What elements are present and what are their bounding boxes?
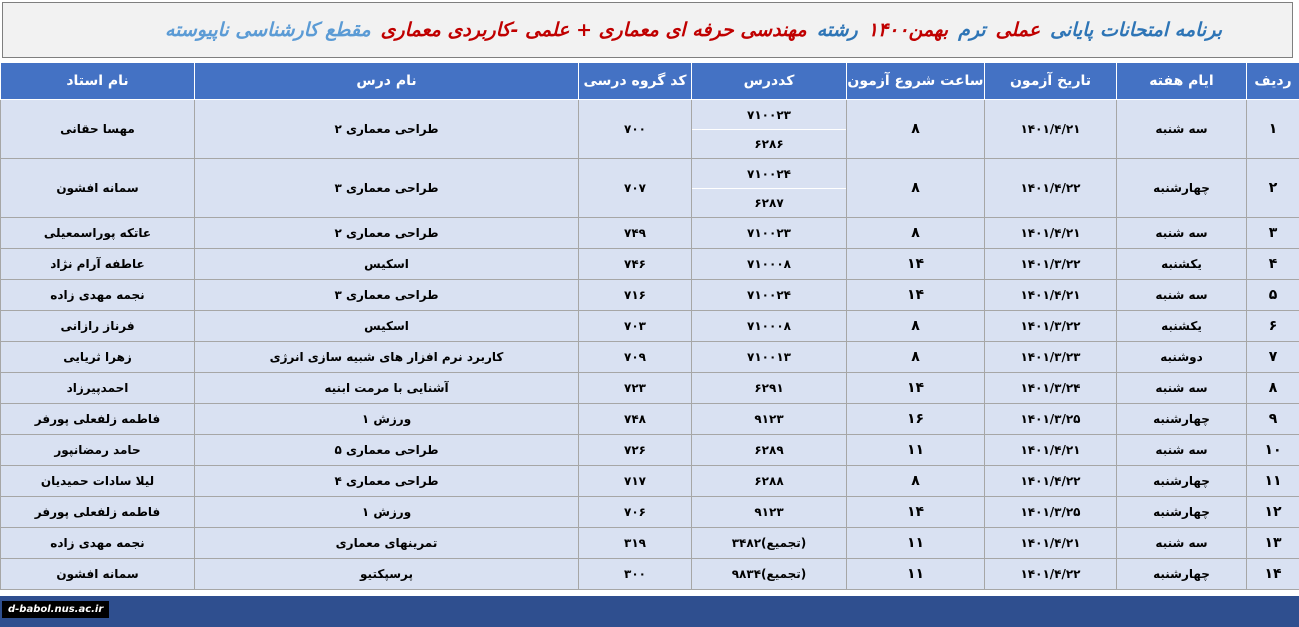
table-row xyxy=(1,435,1299,466)
cell-group-code: ۷۰۷ xyxy=(579,159,692,218)
cell-teacher: فرناز رازانی xyxy=(1,311,195,342)
footer-bar xyxy=(0,596,1299,627)
cell-teacher: سمانه افشون xyxy=(1,559,195,590)
cell-teacher: احمدپیرزاد xyxy=(1,373,195,404)
cell-start-time: ۸ xyxy=(847,218,985,249)
cell-teacher: سمانه افشون xyxy=(1,159,195,218)
cell-exam-date: ۱۴۰۱/۳/۲۳ xyxy=(985,342,1117,373)
cell-start-time: ۸ xyxy=(847,466,985,497)
cell-row-number: ۱۱ xyxy=(1247,466,1299,497)
cell-course-code xyxy=(692,159,847,218)
cell-start-time: ۱۶ xyxy=(847,404,985,435)
cell-group-code: ۷۰۹ xyxy=(579,342,692,373)
cell-group-code: ۷۴۹ xyxy=(579,218,692,249)
cell-teacher: عاتکه پوراسمعیلی xyxy=(1,218,195,249)
cell-group-code: ۷۴۶ xyxy=(579,249,692,280)
cell-exam-date: ۱۴۰۱/۴/۲۲ xyxy=(985,159,1117,218)
cell-row-number: ۱۲ xyxy=(1247,497,1299,528)
cell-row-number: ۶ xyxy=(1247,311,1299,342)
cell-course-code: ۷۱۰۰۲۳ xyxy=(692,218,847,249)
cell-group-code: ۷۴۸ xyxy=(579,404,692,435)
cell-group-code: ۷۰۳ xyxy=(579,311,692,342)
header-start-time: ساعت شروع آزمون xyxy=(847,63,985,100)
cell-weekday: چهارشنبه xyxy=(1117,404,1247,435)
cell-group-code: ۷۱۶ xyxy=(579,280,692,311)
cell-course-name: طراحی معماری ۲ xyxy=(195,100,579,159)
cell-row-number: ۱۳ xyxy=(1247,528,1299,559)
cell-course-name: آشنایی با مرمت ابنیه xyxy=(195,373,579,404)
cell-course-name: اسکیس xyxy=(195,311,579,342)
cell-course-name: ورزش ۱ xyxy=(195,497,579,528)
cell-weekday: چهارشنبه xyxy=(1117,466,1247,497)
table-row xyxy=(1,218,1299,249)
cell-course-code: ۷۱۰۰۲۴ xyxy=(692,280,847,311)
course-code-secondary: ۶۲۸۷ xyxy=(754,195,784,210)
header-course-code: کددرس xyxy=(692,63,847,100)
cell-weekday: یکشنبه xyxy=(1117,249,1247,280)
cell-exam-date: ۱۴۰۱/۳/۲۵ xyxy=(985,404,1117,435)
cell-weekday: سه شنبه xyxy=(1117,218,1247,249)
cell-course-name: طراحی معماری ۳ xyxy=(195,159,579,218)
cell-course-name: طراحی معماری ۴ xyxy=(195,466,579,497)
cell-course-code: ۷۱۰۰۰۸ xyxy=(692,311,847,342)
header-weekday: ایام هفته xyxy=(1117,63,1247,100)
cell-exam-date: ۱۴۰۱/۳/۲۴ xyxy=(985,373,1117,404)
cell-weekday: دوشنبه xyxy=(1117,342,1247,373)
cell-weekday: چهارشنبه xyxy=(1117,559,1247,590)
cell-start-time: ۱۱ xyxy=(847,435,985,466)
table-row xyxy=(1,404,1299,435)
cell-start-time: ۸ xyxy=(847,100,985,159)
cell-exam-date: ۱۴۰۱/۳/۲۲ xyxy=(985,249,1117,280)
table-row xyxy=(1,342,1299,373)
cell-exam-date: ۱۴۰۱/۴/۲۲ xyxy=(985,466,1117,497)
cell-weekday: چهارشنبه xyxy=(1117,159,1247,218)
cell-teacher: فاطمه زلفعلی پورفر xyxy=(1,497,195,528)
cell-start-time: ۸ xyxy=(847,159,985,218)
cell-weekday: سه شنبه xyxy=(1117,280,1247,311)
cell-course-name: کاربرد نرم افزار های شبیه سازی انرژی xyxy=(195,342,579,373)
cell-course-code: ۶۲۸۸ xyxy=(692,466,847,497)
cell-row-number: ۱ xyxy=(1247,100,1299,159)
cell-start-time: ۱۱ xyxy=(847,559,985,590)
cell-course-code: (تجمیع)۹۸۳۴ xyxy=(692,559,847,590)
cell-exam-date: ۱۴۰۱/۳/۲۵ xyxy=(985,497,1117,528)
course-code-primary: ۷۱۰۰۲۴ xyxy=(692,160,846,189)
cell-start-time: ۱۴ xyxy=(847,249,985,280)
cell-course-code: ۷۱۰۰۱۳ xyxy=(692,342,847,373)
header-teacher: نام استاد xyxy=(1,63,195,100)
cell-course-code: (تجمیع)۳۴۸۲ xyxy=(692,528,847,559)
cell-teacher: نجمه مهدی زاده xyxy=(1,528,195,559)
cell-teacher: حامد رمضانپور xyxy=(1,435,195,466)
header-course-name: نام درس xyxy=(195,63,579,100)
cell-exam-date: ۱۴۰۱/۴/۲۱ xyxy=(985,100,1117,159)
cell-group-code: ۷۰۰ xyxy=(579,100,692,159)
table-row xyxy=(1,100,1299,159)
table-row xyxy=(1,311,1299,342)
cell-weekday: چهارشنبه xyxy=(1117,497,1247,528)
page-title xyxy=(2,2,1293,58)
title-part-5: رشته xyxy=(816,19,858,41)
header-group-code: کد گروه درسی xyxy=(579,63,692,100)
cell-row-number: ۱۰ xyxy=(1247,435,1299,466)
site-link[interactable]: d-babol.nus.ac.ir xyxy=(2,601,109,618)
cell-course-code xyxy=(692,100,847,159)
cell-start-time: ۱۱ xyxy=(847,528,985,559)
cell-exam-date: ۱۴۰۱/۴/۲۲ xyxy=(985,559,1117,590)
cell-start-time: ۸ xyxy=(847,311,985,342)
cell-teacher: فاطمه زلفعلی پورفر xyxy=(1,404,195,435)
title-part-1: برنامه امتحانات پایانی xyxy=(1050,19,1222,41)
cell-row-number: ۸ xyxy=(1247,373,1299,404)
cell-start-time: ۸ xyxy=(847,342,985,373)
cell-weekday: یکشنبه xyxy=(1117,311,1247,342)
cell-weekday: سه شنبه xyxy=(1117,528,1247,559)
cell-course-name: ورزش ۱ xyxy=(195,404,579,435)
table-row xyxy=(1,497,1299,528)
cell-teacher: مهسا حقانی xyxy=(1,100,195,159)
table-row xyxy=(1,373,1299,404)
cell-course-code: ۹۱۲۳ xyxy=(692,404,847,435)
cell-row-number: ۱۴ xyxy=(1247,559,1299,590)
title-part-3: ترم xyxy=(958,19,986,41)
cell-row-number: ۷ xyxy=(1247,342,1299,373)
cell-teacher: زهرا ثریایی xyxy=(1,342,195,373)
header-row-number: ردیف xyxy=(1247,63,1299,100)
table-row xyxy=(1,249,1299,280)
cell-start-time: ۱۴ xyxy=(847,373,985,404)
cell-group-code: ۷۲۳ xyxy=(579,373,692,404)
cell-weekday: سه شنبه xyxy=(1117,100,1247,159)
cell-course-name: اسکیس xyxy=(195,249,579,280)
exam-schedule-table xyxy=(0,62,1299,590)
table-row xyxy=(1,466,1299,497)
cell-start-time: ۱۴ xyxy=(847,497,985,528)
cell-exam-date: ۱۴۰۱/۳/۲۲ xyxy=(985,311,1117,342)
cell-group-code: ۷۰۶ xyxy=(579,497,692,528)
cell-teacher: عاطفه آرام نژاد xyxy=(1,249,195,280)
cell-exam-date: ۱۴۰۱/۴/۲۱ xyxy=(985,435,1117,466)
cell-row-number: ۳ xyxy=(1247,218,1299,249)
course-code-primary: ۷۱۰۰۲۳ xyxy=(692,101,846,130)
cell-course-name: طراحی معماری ۲ xyxy=(195,218,579,249)
title-part-6: مهندسی حرفه ای معماری + علمی -کاربردی معماری xyxy=(380,19,807,41)
cell-group-code: ۳۱۹ xyxy=(579,528,692,559)
title-part-7: مقطع کارشناسی ناپیوسته xyxy=(164,19,371,41)
cell-course-name: تمرینهای معماری xyxy=(195,528,579,559)
table-row xyxy=(1,559,1299,590)
table-row xyxy=(1,280,1299,311)
cell-row-number: ۲ xyxy=(1247,159,1299,218)
table-header-row xyxy=(1,63,1299,100)
header-exam-date: تاریخ آزمون xyxy=(985,63,1117,100)
cell-row-number: ۹ xyxy=(1247,404,1299,435)
cell-exam-date: ۱۴۰۱/۴/۲۱ xyxy=(985,218,1117,249)
table-row xyxy=(1,159,1299,218)
cell-start-time: ۱۴ xyxy=(847,280,985,311)
title-part-4: بهمن۱۴۰۰ xyxy=(867,19,949,41)
cell-course-code: ۷۱۰۰۰۸ xyxy=(692,249,847,280)
cell-course-name: طراحی معماری ۳ xyxy=(195,280,579,311)
cell-group-code: ۷۲۶ xyxy=(579,435,692,466)
cell-course-name: طراحی معماری ۵ xyxy=(195,435,579,466)
cell-weekday: سه شنبه xyxy=(1117,373,1247,404)
cell-exam-date: ۱۴۰۱/۴/۲۱ xyxy=(985,528,1117,559)
cell-row-number: ۵ xyxy=(1247,280,1299,311)
cell-course-code: ۹۱۲۳ xyxy=(692,497,847,528)
table-row xyxy=(1,528,1299,559)
course-code-secondary: ۶۲۸۶ xyxy=(754,136,784,151)
cell-course-code: ۶۲۹۱ xyxy=(692,373,847,404)
cell-course-name: پرسپکتیو xyxy=(195,559,579,590)
title-part-2: عملی xyxy=(995,19,1041,41)
cell-weekday: سه شنبه xyxy=(1117,435,1247,466)
cell-row-number: ۴ xyxy=(1247,249,1299,280)
cell-group-code: ۷۱۷ xyxy=(579,466,692,497)
cell-teacher: لیلا سادات حمیدیان xyxy=(1,466,195,497)
cell-teacher: نجمه مهدی زاده xyxy=(1,280,195,311)
cell-group-code: ۳۰۰ xyxy=(579,559,692,590)
cell-exam-date: ۱۴۰۱/۴/۲۱ xyxy=(985,280,1117,311)
cell-course-code: ۶۲۸۹ xyxy=(692,435,847,466)
